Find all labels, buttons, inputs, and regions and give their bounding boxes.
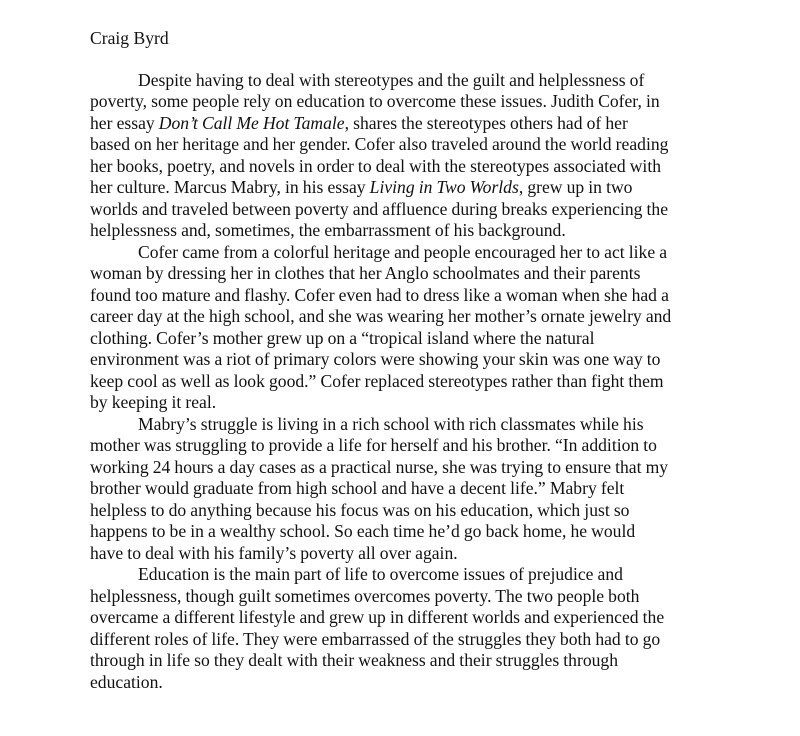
- text-run: career day at the high school, and she was wearing her mother’s ornate jewelry and: [90, 306, 672, 326]
- essay-body: [90, 70, 714, 694]
- text-line: [90, 543, 714, 565]
- text-line: [90, 607, 714, 629]
- text-run: based on her heritage and her gender. Cofer also traveled around the world reading: [90, 134, 669, 154]
- paragraph-4: [90, 564, 714, 693]
- text-run: her essay: [90, 112, 159, 133]
- text-line: [90, 263, 714, 285]
- text-run: brother would graduate from high school and have a decent life.” Mabry felt: [90, 478, 625, 498]
- text-line: [90, 521, 714, 543]
- text-line: [90, 457, 714, 479]
- text-run: woman by dressing her in clothes that her Anglo schoolmates and their parents: [90, 263, 641, 283]
- text-line: [90, 371, 714, 393]
- text-line: [90, 306, 714, 328]
- paragraph-3: [90, 414, 714, 565]
- text-run: keep cool as well as look good.” Cofer replaced stereotypes rather than fight them: [90, 370, 664, 391]
- text-run: her books, poetry, and novels in order to deal with the stereotypes associated with: [90, 155, 662, 176]
- text-line: [90, 156, 714, 178]
- text-line: [90, 285, 714, 307]
- text-line: [90, 328, 714, 350]
- text-line: [90, 242, 714, 264]
- paragraph-2: [90, 242, 714, 414]
- text-run: Cofer came from a colorful heritage and people encouraged her to act like a: [138, 241, 668, 262]
- text-run: worlds and traveled between poverty and affluence during breaks experiencing the: [90, 198, 669, 219]
- text-run: mother was struggling to provide a life for herself and his brother. “In addition to: [90, 435, 657, 455]
- text-run: clothing. Cofer’s mother grew up on a “tropical island where the natural: [90, 327, 595, 348]
- text-line: [90, 199, 714, 221]
- text-line: [90, 134, 714, 156]
- text-run: her culture. Marcus Mabry, in his essay: [90, 177, 370, 197]
- text-line: [90, 70, 714, 92]
- text-run: Despite having to deal with stereotypes and the guilt and helplessness of: [138, 69, 645, 90]
- text-run: overcame a different lifestyle and grew up in different worlds and experienced the: [90, 607, 665, 627]
- text-run: Education is the main part of life to overcome issues of prejudice and: [138, 564, 623, 584]
- text-line: [90, 564, 714, 586]
- text-line: [90, 414, 714, 436]
- text-run: found too mature and flashy. Cofer even had to dress like a woman when she had a: [90, 284, 669, 305]
- text-line: [90, 392, 714, 414]
- essay-title: Don’t Call Me Hot Tamale: [158, 112, 345, 133]
- text-line: [90, 672, 714, 694]
- text-run: poverty, some people rely on education to overcome these issues. Judith Cofer, in: [90, 91, 660, 111]
- text-line: [90, 113, 714, 135]
- text-run: different roles of life. They were embarrassed of the struggles they both had to go: [90, 628, 661, 649]
- text-line: [90, 177, 714, 199]
- text-run: through in life so they dealt with their weakness and their struggles through: [90, 650, 619, 670]
- text-run: helpless to do anything because his focus was on his education, which just so: [90, 499, 630, 520]
- essay-title: Living in Two Worlds: [369, 177, 519, 197]
- text-line: [90, 478, 714, 500]
- text-run: environment was a riot of primary colors were showing your skin was one way to: [90, 349, 661, 369]
- text-line: [90, 91, 714, 113]
- document-page: [90, 28, 714, 693]
- text-run: helplessness, though guilt sometimes overcomes poverty. The two people both: [90, 585, 640, 606]
- text-run: working 24 hours a day cases as a practical nurse, she was trying to ensure that my: [90, 456, 669, 477]
- text-run: education.: [90, 671, 163, 692]
- text-run: helplessness and, sometimes, the embarrassment of his background.: [90, 220, 566, 240]
- text-run: Mabry’s struggle is living in a rich school with rich classmates while his: [138, 413, 644, 434]
- text-line: [90, 500, 714, 522]
- text-run: , grew up in two: [518, 177, 633, 197]
- text-line: [90, 650, 714, 672]
- text-run: happens to be in a wealthy school. So each time he’d go back home, he would: [90, 521, 636, 541]
- text-run: have to deal with his family’s poverty all over again.: [90, 542, 458, 563]
- text-run: , shares the stereotypes others had of her: [344, 112, 628, 133]
- text-line: [90, 435, 714, 457]
- text-run: by keeping it real.: [90, 392, 217, 412]
- text-line: [90, 349, 714, 371]
- text-line: [90, 629, 714, 651]
- text-line: [90, 220, 714, 242]
- author-name: Craig Byrd: [90, 28, 169, 48]
- paragraph-1: [90, 70, 714, 242]
- text-line: [90, 586, 714, 608]
